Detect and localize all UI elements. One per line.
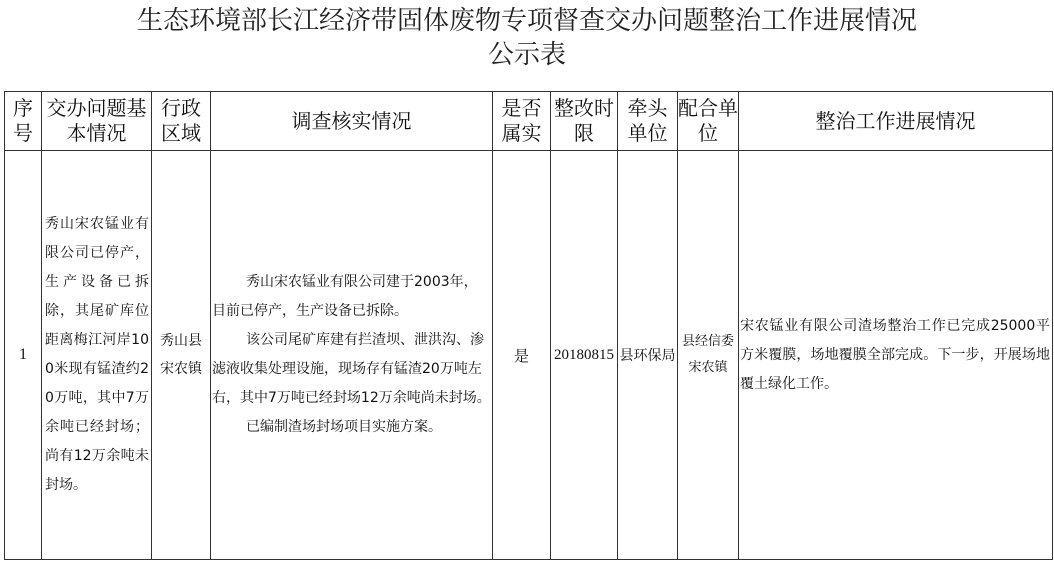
cooperate-unit: 宋农镇 bbox=[688, 360, 728, 375]
header-investigation: 调查核实情况 bbox=[211, 92, 493, 151]
header-region: 行政区域 bbox=[152, 92, 211, 151]
cell-cooperate bbox=[678, 151, 739, 560]
cell-basic: 秀山宋农锰业有限公司已停产，生产设备已拆除，其尾矿库位距离梅江河岸100米现有锰渣约20万吨，其中7万余吨已经封场；尚有12万余吨未封场。 bbox=[42, 151, 152, 560]
investigation-paragraph: 已编制渣场封场项目实施方案。 bbox=[246, 419, 442, 435]
table-row bbox=[5, 151, 1053, 560]
header-progress: 整治工作进展情况 bbox=[739, 92, 1053, 151]
cell-investigation bbox=[211, 151, 493, 560]
header-basic: 交办问题基本情况 bbox=[42, 92, 152, 151]
page-subtitle: 公示表 bbox=[487, 40, 566, 70]
cell-index: 1 bbox=[5, 151, 42, 560]
header-lead: 牵头单位 bbox=[618, 92, 678, 151]
cell-lead: 县环保局 bbox=[618, 151, 678, 560]
page-title: 生态环境部长江经济带固体废物专项督查交办问题整治工作进展情况 bbox=[136, 6, 917, 36]
header-row bbox=[5, 92, 1053, 151]
cell-region bbox=[152, 151, 211, 560]
progress-table bbox=[4, 91, 1053, 560]
investigation-paragraph: 该公司尾矿库建有拦渣坝、泄洪沟、渗滤液收集处理设施，现场存有锰渣20万吨左右，其中7万吨已经封场12万余吨尚未封场。 bbox=[212, 332, 491, 406]
region-county: 秀山县 bbox=[160, 333, 202, 349]
header-index: 序号 bbox=[5, 92, 42, 151]
header-deadline: 整改时限 bbox=[551, 92, 618, 151]
region-town: 宋农镇 bbox=[160, 361, 202, 377]
cell-progress: 宋农锰业有限公司渣场整治工作已完成25000平方米覆膜，场地覆膜全部完成。下一步，开展场地覆土绿化工作。 bbox=[739, 151, 1053, 560]
cell-verified: 是 bbox=[493, 151, 551, 560]
cooperate-unit: 县经信委 bbox=[681, 334, 734, 349]
header-cooperate: 配合单位 bbox=[678, 92, 739, 151]
investigation-paragraph: 秀山宋农锰业有限公司建于2003年，目前已停产，生产设备已拆除。 bbox=[212, 274, 478, 319]
cell-deadline: 20180815 bbox=[551, 151, 618, 560]
header-verified: 是否属实 bbox=[493, 92, 551, 151]
